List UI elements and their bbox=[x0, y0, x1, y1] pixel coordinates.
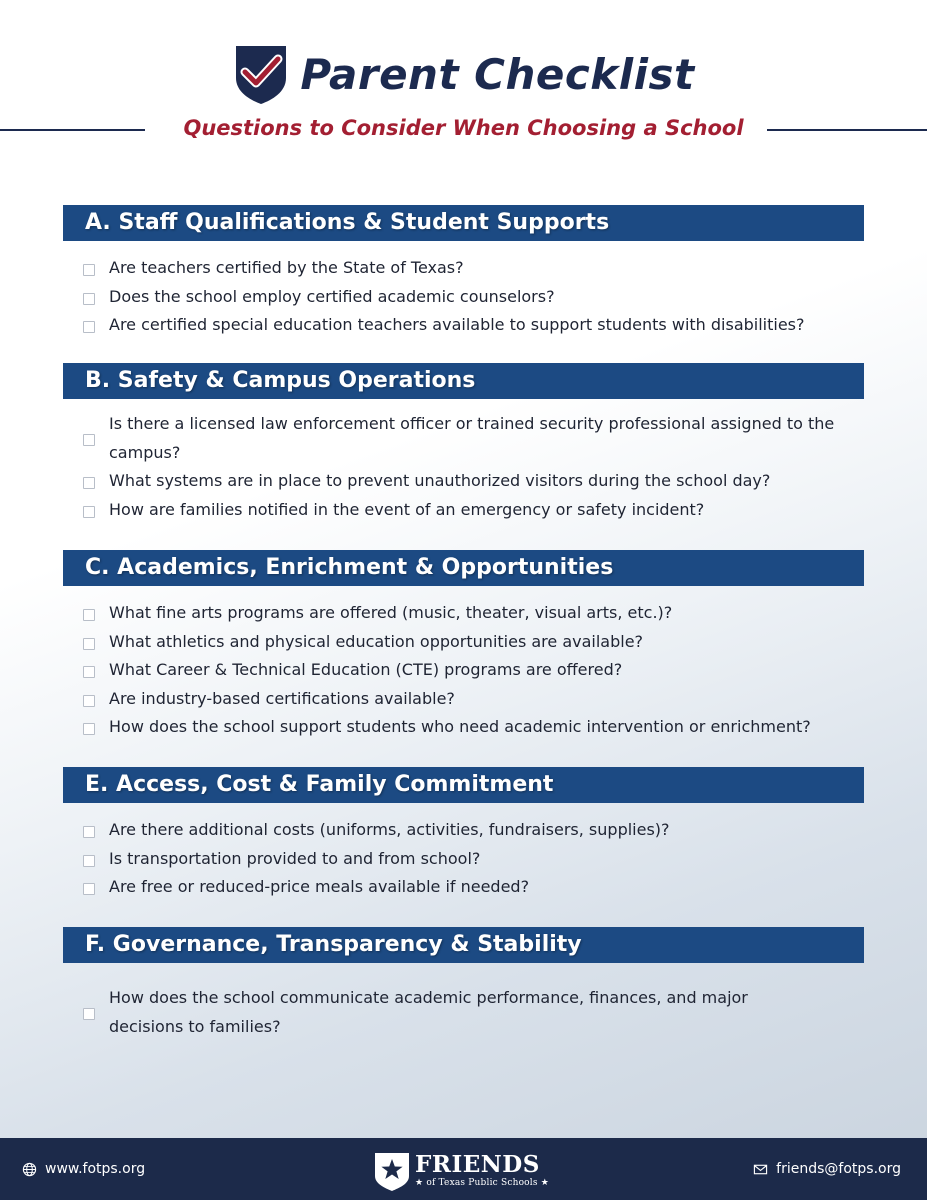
logo-tagline: ★ of Texas Public Schools ★ bbox=[415, 1178, 550, 1188]
checklist-item[interactable] bbox=[63, 254, 864, 283]
star-shield-icon bbox=[373, 1150, 411, 1192]
checkbox[interactable] bbox=[83, 883, 95, 895]
checklist-item[interactable] bbox=[63, 628, 864, 657]
checkbox[interactable] bbox=[83, 723, 95, 735]
checklist-item-text: How does the school communicate academic performance, finances, and major decisions to families? bbox=[109, 988, 748, 1036]
checklist-item[interactable] bbox=[63, 467, 864, 496]
website-link[interactable]: www.fotps.org bbox=[45, 1161, 146, 1177]
checklist-item-text: What Career & Technical Education (CTE) programs are offered? bbox=[109, 660, 623, 679]
section-heading: E. Access, Cost & Family Commitment bbox=[63, 767, 864, 803]
friends-logo bbox=[373, 1149, 549, 1193]
checklist-item-text: What fine arts programs are offered (music, theater, visual arts, etc.)? bbox=[109, 603, 673, 622]
checklist-item[interactable] bbox=[63, 410, 864, 467]
checklist-item[interactable] bbox=[63, 845, 864, 874]
checklist-item[interactable] bbox=[63, 283, 864, 312]
checklist-item[interactable] bbox=[63, 685, 864, 714]
mail-icon bbox=[753, 1162, 768, 1177]
checkbox[interactable] bbox=[83, 264, 95, 276]
checklist-item-text: Is there a licensed law enforcement officer or trained security professional assigned to the campus? bbox=[109, 414, 835, 462]
section-governance bbox=[63, 927, 864, 1041]
section-heading: A. Staff Qualifications & Student Supports bbox=[63, 205, 864, 241]
section-heading: B. Safety & Campus Operations bbox=[63, 363, 864, 399]
title-row bbox=[0, 42, 927, 110]
checkbox[interactable] bbox=[83, 477, 95, 489]
footer-email[interactable] bbox=[753, 1138, 901, 1200]
section-academics bbox=[63, 550, 864, 742]
checklist-item-text: What systems are in place to prevent unauthorized visitors during the school day? bbox=[109, 471, 771, 490]
checkbox[interactable] bbox=[83, 609, 95, 621]
subtitle-rule-right bbox=[767, 129, 927, 131]
checklist-item-text: Are there additional costs (uniforms, activities, fundraisers, supplies)? bbox=[109, 820, 670, 839]
checkbox[interactable] bbox=[83, 1008, 95, 1020]
email-link[interactable]: friends@fotps.org bbox=[776, 1161, 901, 1177]
checklist-item[interactable] bbox=[63, 656, 864, 685]
section-access-cost bbox=[63, 767, 864, 902]
checklist-item[interactable] bbox=[63, 713, 864, 742]
checklist-item-text: What athletics and physical education opportunities are available? bbox=[109, 631, 644, 651]
checkbox[interactable] bbox=[83, 855, 95, 867]
checklist-item-text: How does the school support students who need academic intervention or enrichment? bbox=[109, 717, 811, 736]
checkbox[interactable] bbox=[83, 434, 95, 446]
checklist-item[interactable] bbox=[63, 311, 864, 340]
checklist-item[interactable] bbox=[63, 496, 864, 525]
shield-check-icon bbox=[232, 42, 290, 106]
checklist-item-text: Are teachers certified by the State of Texas? bbox=[109, 258, 464, 277]
checkbox[interactable] bbox=[83, 826, 95, 838]
checklist-item[interactable] bbox=[63, 599, 864, 628]
checklist-item-text: Is transportation provided to and from school? bbox=[109, 848, 481, 868]
page-subtitle: Questions to Consider When Choosing a School bbox=[183, 116, 744, 140]
checklist-item-text: Are free or reduced-price meals available if needed? bbox=[109, 877, 530, 896]
section-heading: C. Academics, Enrichment & Opportunities bbox=[63, 550, 864, 586]
section-heading: F. Governance, Transparency & Stability bbox=[63, 927, 864, 963]
section-safety bbox=[63, 363, 864, 524]
globe-icon bbox=[22, 1162, 37, 1177]
subtitle-row bbox=[0, 114, 927, 144]
checklist-item-text: Are industry-based certifications available? bbox=[109, 688, 455, 708]
checkbox[interactable] bbox=[83, 666, 95, 678]
checkbox[interactable] bbox=[83, 293, 95, 305]
checklist-item-text: Does the school employ certified academic counselors? bbox=[109, 286, 555, 306]
footer bbox=[0, 1138, 927, 1200]
checklist-item[interactable] bbox=[63, 984, 864, 1041]
checkbox[interactable] bbox=[83, 321, 95, 333]
checkbox[interactable] bbox=[83, 695, 95, 707]
footer-website[interactable] bbox=[22, 1138, 145, 1200]
checkbox[interactable] bbox=[83, 506, 95, 518]
checkbox[interactable] bbox=[83, 638, 95, 650]
checklist-item[interactable] bbox=[63, 816, 864, 845]
checklist-item-text: Are certified special education teachers available to support students with disabilities? bbox=[109, 315, 805, 334]
checklist-item-text: How are families notified in the event of an emergency or safety incident? bbox=[109, 499, 705, 519]
checklist-item[interactable] bbox=[63, 873, 864, 902]
logo-wordmark: FRIENDS bbox=[415, 1151, 540, 1178]
section-staff-qualifications bbox=[63, 205, 864, 340]
page-header bbox=[0, 0, 927, 160]
page-title: Parent Checklist bbox=[300, 49, 695, 99]
